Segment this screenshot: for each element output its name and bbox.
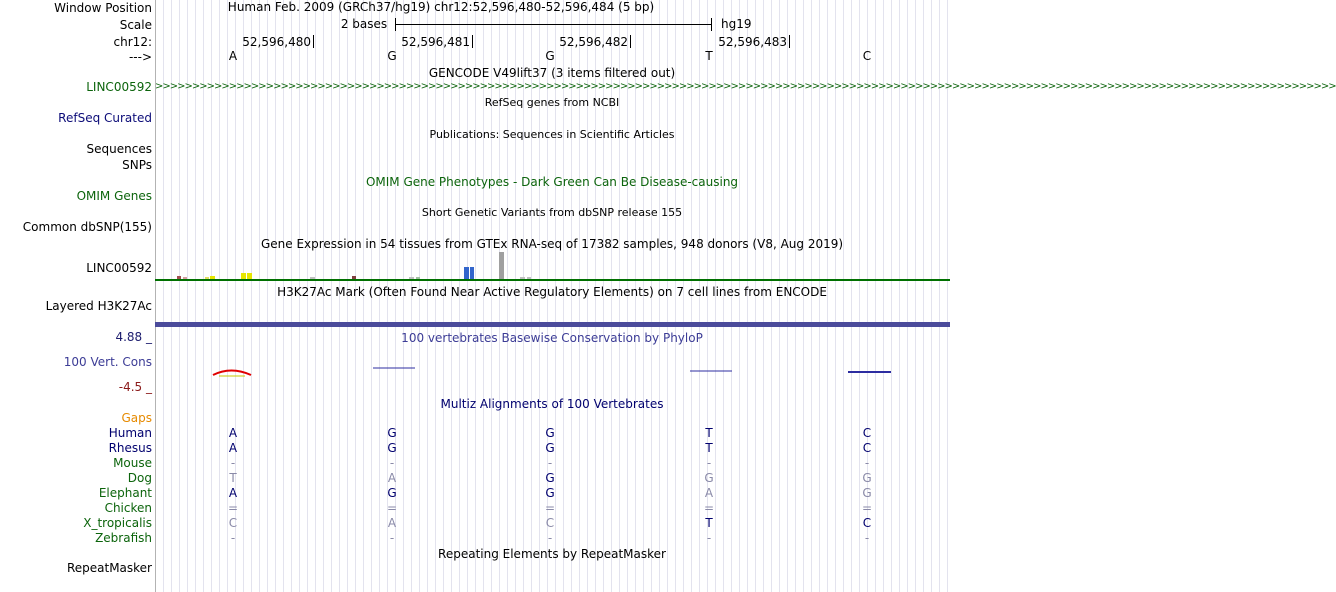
chrom-label: chr12: bbox=[113, 35, 152, 49]
ruler-tick bbox=[472, 35, 473, 48]
gencode-track-title: GENCODE V49lift37 (3 items filtered out) bbox=[428, 66, 676, 80]
alignment-base: - bbox=[230, 456, 236, 470]
gencode-track-label[interactable]: LINC00592 bbox=[86, 80, 152, 94]
position-header: Human Feb. 2009 (GRCh37/hg19) chr12:52,596,480-52,596,484 (5 bp) bbox=[227, 0, 655, 14]
alignment-base: T bbox=[705, 426, 713, 440]
repeatmasker-track-label[interactable]: RepeatMasker bbox=[66, 561, 152, 575]
species-label-zebrafish: Zebrafish bbox=[95, 531, 152, 545]
strand-label: ---> bbox=[128, 50, 152, 64]
snps-track-label[interactable]: SNPs bbox=[122, 158, 152, 172]
scale-bar-right-tick bbox=[711, 18, 712, 31]
alignment-base: = bbox=[227, 501, 239, 515]
species-label-elephant: Elephant bbox=[98, 486, 152, 500]
alignment-base: C bbox=[862, 426, 872, 440]
alignment-base: = bbox=[861, 501, 873, 515]
alignment-base: G bbox=[545, 486, 555, 500]
alignment-base: C bbox=[228, 516, 238, 530]
alignment-base: A bbox=[228, 486, 238, 500]
alignment-base: A bbox=[228, 441, 238, 455]
assembly-label: hg19 bbox=[721, 17, 752, 31]
dbsnp-track-title: Short Genetic Variants from dbSNP release 155 bbox=[421, 206, 683, 219]
phylop-track-title: 100 vertebrates Basewise Conservation by PhyloP bbox=[401, 331, 703, 345]
alignment-base: G bbox=[387, 486, 397, 500]
alignment-base: C bbox=[545, 516, 555, 530]
sequence-base: T bbox=[705, 49, 713, 63]
phylop-peak bbox=[213, 371, 251, 376]
ruler-tick bbox=[630, 35, 631, 48]
sequences-track-label[interactable]: Sequences bbox=[86, 142, 152, 156]
common-snp-track-label[interactable]: Common dbSNP(155) bbox=[22, 220, 152, 234]
species-label-mouse: Mouse bbox=[113, 456, 152, 470]
alignment-base: A bbox=[387, 471, 397, 485]
alignment-base: - bbox=[389, 456, 395, 470]
scale-label: Scale bbox=[119, 18, 152, 32]
omim-track-label[interactable]: OMIM Genes bbox=[76, 189, 152, 203]
alignment-base: T bbox=[705, 441, 713, 455]
alignment-base: A bbox=[228, 426, 238, 440]
h3k27ac-track-title: H3K27Ac Mark (Often Found Near Active Regulatory Elements) on 7 cell lines from ENCODE bbox=[277, 285, 827, 299]
alignment-base: T bbox=[705, 516, 713, 530]
h3k27ac-track-label[interactable]: Layered H3K27Ac bbox=[45, 299, 152, 313]
ruler-position-label: 52,596,481 bbox=[401, 35, 470, 49]
gtex-track-title: Gene Expression in 54 tissues from GTEx RNA-seq of 17382 samples, 948 donors (V8, Aug 2019) bbox=[260, 237, 844, 251]
sequence-base: A bbox=[228, 49, 238, 63]
alignment-base: - bbox=[864, 531, 870, 545]
sequence-base: G bbox=[545, 49, 555, 63]
alignment-base: G bbox=[704, 471, 714, 485]
scale-bar bbox=[395, 24, 711, 25]
track-label-column bbox=[0, 0, 155, 592]
window-position-label: Window Position bbox=[54, 1, 152, 15]
refseq-track-title: RefSeq genes from NCBI bbox=[484, 96, 620, 109]
species-label-rhesus: Rhesus bbox=[108, 441, 152, 455]
gtex-bar bbox=[470, 267, 474, 279]
ruler-tick bbox=[313, 35, 314, 48]
scale-bar-left-tick bbox=[395, 18, 396, 31]
gaps-label: Gaps bbox=[121, 411, 152, 425]
alignment-base: = bbox=[386, 501, 398, 515]
ruler-position-label: 52,596,480 bbox=[242, 35, 311, 49]
alignment-base: = bbox=[544, 501, 556, 515]
ruler-position-label: 52,596,483 bbox=[718, 35, 787, 49]
alignment-base: - bbox=[547, 456, 553, 470]
sequence-base: C bbox=[862, 49, 872, 63]
omim-track-title: OMIM Gene Phenotypes - Dark Green Can Be Disease-causing bbox=[365, 175, 739, 189]
repeatmasker-track-title: Repeating Elements by RepeatMasker bbox=[438, 547, 666, 561]
species-label-human: Human bbox=[108, 426, 152, 440]
alignment-base: G bbox=[387, 441, 397, 455]
species-label-chicken: Chicken bbox=[104, 501, 152, 515]
gencode-gene-strand-arrows[interactable]: >>>>>>>>>>>>>>>>>>>>>>>>>>>>>>>>>>>>>>>>>>>>>>>>>>>>>>>>>>>>>>>>>>>>>>>>>>>>>>>>>>>>>>>>>>>>>>>>>>>>>>>>>>>>>>>>>>>>>>>>>>>>>>>>>>>>>>>>>>>>>>>>>>>>>>>>>>>>>>>> bbox=[155, 81, 1336, 92]
alignment-base: G bbox=[862, 471, 872, 485]
species-label-x_tropicalis: X_tropicalis bbox=[83, 516, 152, 530]
alignment-base: - bbox=[864, 456, 870, 470]
cons-track-label[interactable]: 100 Vert. Cons bbox=[63, 355, 152, 369]
alignment-base: G bbox=[387, 426, 397, 440]
alignment-base: - bbox=[389, 531, 395, 545]
gtex-bar bbox=[464, 267, 469, 279]
alignment-base: C bbox=[862, 441, 872, 455]
track-area[interactable] bbox=[155, 0, 1336, 592]
h3k27ac-signal-bar[interactable] bbox=[155, 322, 950, 327]
alignment-base: C bbox=[862, 516, 872, 530]
alignment-base: G bbox=[545, 441, 555, 455]
cons-max-value: 4.88 _ bbox=[115, 330, 152, 344]
alignment-base: A bbox=[387, 516, 397, 530]
alignment-base: G bbox=[862, 486, 872, 500]
ruler-tick bbox=[789, 35, 790, 48]
species-label-dog: Dog bbox=[127, 471, 152, 485]
alignment-base: - bbox=[230, 531, 236, 545]
gtex-track-label[interactable]: LINC00592 bbox=[86, 261, 152, 275]
alignment-base: A bbox=[704, 486, 714, 500]
publications-track-title: Publications: Sequences in Scientific Articles bbox=[429, 128, 675, 141]
multiz-track-title: Multiz Alignments of 100 Vertebrates bbox=[440, 397, 664, 411]
gtex-baseline bbox=[155, 279, 950, 281]
ruler-position-label: 52,596,482 bbox=[559, 35, 628, 49]
scale-text: 2 bases bbox=[340, 17, 388, 31]
alignment-base: G bbox=[545, 471, 555, 485]
gtex-bar bbox=[499, 252, 504, 279]
alignment-base: - bbox=[706, 456, 712, 470]
alignment-base: - bbox=[547, 531, 553, 545]
refseq-track-label[interactable]: RefSeq Curated bbox=[58, 111, 152, 125]
alignment-base: T bbox=[229, 471, 237, 485]
phylop-conservation-plot[interactable] bbox=[155, 360, 950, 384]
sequence-base: G bbox=[387, 49, 397, 63]
cons-min-value: -4.5 _ bbox=[118, 380, 152, 394]
alignment-base: - bbox=[706, 531, 712, 545]
alignment-base: G bbox=[545, 426, 555, 440]
alignment-base: = bbox=[703, 501, 715, 515]
